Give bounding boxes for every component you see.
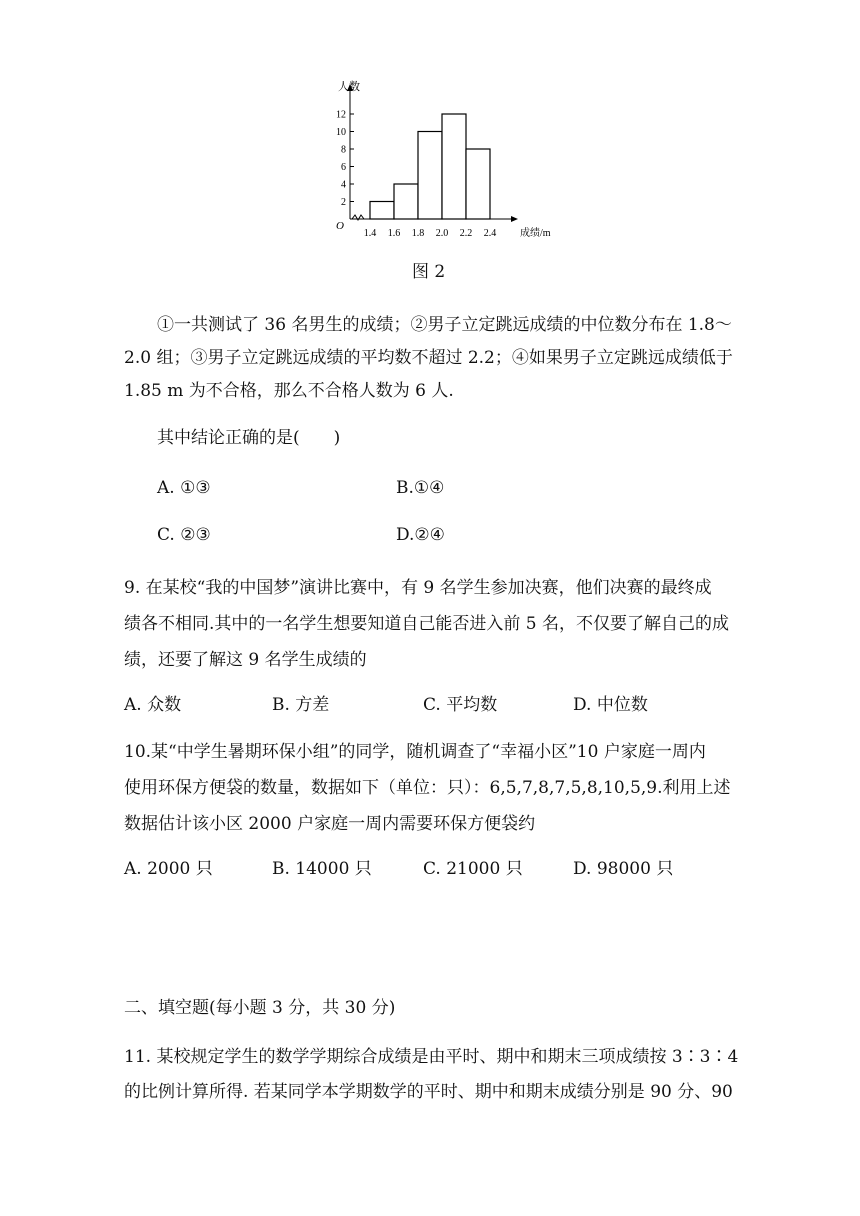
q8-option-a[interactable]: A. ①③	[157, 478, 211, 498]
section-2-title: 二、填空题(每小题 3 分，共 30 分)	[124, 998, 396, 1018]
q10-line-3: 数据估计该小区 2000 户家庭一周内需要环保方便袋约	[124, 814, 536, 834]
histogram-figure	[330, 76, 570, 246]
histogram-bar	[466, 149, 490, 219]
x-tick-label: 1.4	[363, 228, 377, 239]
y-tick-label: 6	[341, 162, 346, 173]
q11-line-2: 的比例计算所得. 若某同学本学期数学的平时、期中和期末成绩分别是 90 分、90	[124, 1082, 733, 1102]
q10-line-1: 10.某“中学生暑期环保小组”的同学，随机调查了“幸福小区”10 户家庭一周内	[124, 742, 706, 762]
y-tick-label: 8	[341, 144, 346, 156]
figure-caption: 图 2	[412, 262, 446, 282]
q11-line-1: 11. 某校规定学生的数学学期综合成绩是由平时、期中和期末三项成绩按 3∶3∶4	[124, 1047, 739, 1067]
q8-statement-line-2: 2.0 组；③男子立定跳远成绩的平均数不超过 2.2；④如果男子立定跳远成绩低于	[124, 348, 733, 368]
x-tick-label: 1.6	[387, 228, 401, 239]
y-tick-label: 2	[341, 197, 346, 208]
origin-label: O	[336, 220, 344, 232]
q8-option-c[interactable]: C. ②③	[157, 525, 211, 545]
q9-line-3: 绩，还要了解这 9 名学生成绩的	[124, 650, 367, 670]
histogram-bar	[442, 114, 466, 219]
q9-option-b[interactable]: B. 方差	[272, 695, 330, 715]
q8-option-d[interactable]: D.②④	[396, 525, 445, 545]
q9-line-2: 绩各不相同.其中的一名学生想要知道自己能否进入前 5 名，不仅要了解自己的成	[124, 614, 730, 634]
q10-option-c[interactable]: C. 21000 只	[423, 859, 523, 879]
x-axis-arrow-icon	[511, 216, 518, 222]
q8-option-b[interactable]: B.①④	[396, 478, 445, 498]
q9-option-a[interactable]: A. 众数	[124, 695, 182, 715]
q10-option-a[interactable]: A. 2000 只	[124, 859, 213, 879]
q10-line-2: 使用环保方便袋的数量，数据如下（单位：只）：6,5,7,8,7,5,8,10,5,9.利用上述	[124, 778, 731, 798]
histogram-bar	[394, 184, 418, 219]
x-tick-label: 2.2	[459, 228, 473, 239]
x-tick-label: 2.4	[483, 228, 497, 239]
q8-statement-line-3: 1.85 m 为不合格，那么不合格人数为 6 人.	[124, 381, 454, 401]
histogram-bar	[418, 132, 442, 220]
y-tick-label: 10	[336, 127, 346, 138]
q9-line-1: 9. 在某校“我的中国梦”演讲比赛中，有 9 名学生参加决赛，他们决赛的最终成	[124, 578, 712, 598]
histogram-bar	[370, 202, 394, 220]
q9-option-c[interactable]: C. 平均数	[423, 695, 498, 715]
y-axis-label: 人数	[338, 81, 360, 93]
y-tick-label: 4	[341, 179, 346, 191]
q8-statement-line-1: ①一共测试了 36 名男生的成绩；②男子立定跳远成绩的中位数分布在 1.8～	[157, 315, 732, 335]
q9-option-d[interactable]: D. 中位数	[573, 695, 648, 715]
bars	[370, 114, 490, 219]
q10-option-d[interactable]: D. 98000 只	[573, 859, 674, 879]
q8-question: 其中结论正确的是( )	[157, 428, 341, 448]
x-tick-label: 1.8	[411, 228, 425, 239]
y-tick-label: 12	[336, 109, 346, 121]
q10-option-b[interactable]: B. 14000 只	[272, 859, 372, 879]
x-axis-label: 成绩/m	[520, 228, 551, 239]
x-tick-label: 2.0	[435, 228, 449, 239]
